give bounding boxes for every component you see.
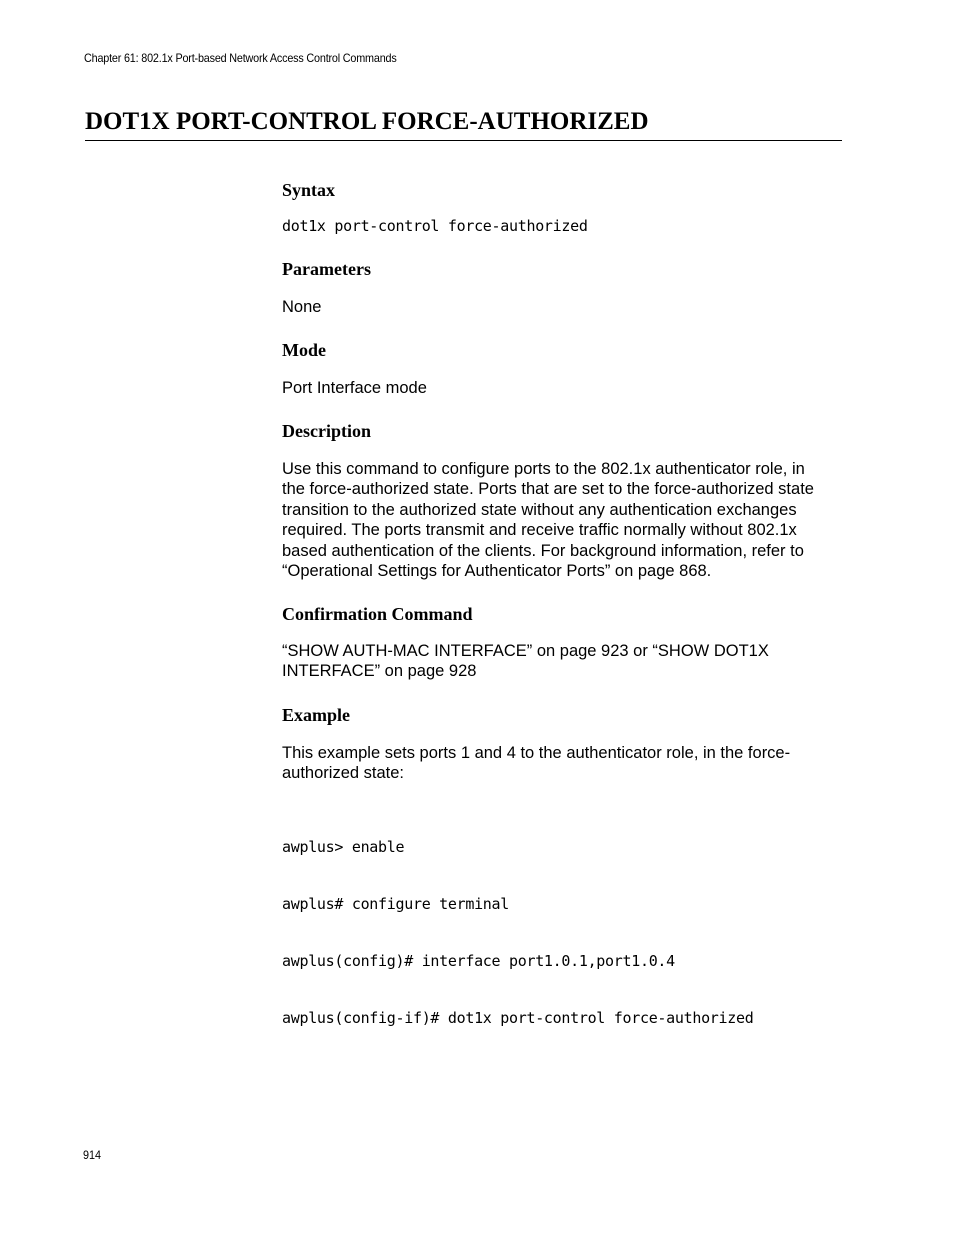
example-line: authorized state:	[282, 764, 404, 783]
confirmation-line: “SHOW AUTH-MAC INTERFACE” on page 923 or “SHOW DOT1X	[282, 642, 769, 660]
description-heading: Description	[282, 421, 371, 441]
page-number: 914	[83, 1148, 102, 1162]
confirmation-heading: Confirmation Command	[282, 604, 473, 624]
title-rule	[85, 140, 842, 141]
description-line: “Operational Settings for Authenticator Ports” on page 868.	[282, 562, 712, 581]
parameters-heading: Parameters	[282, 259, 371, 279]
page-title: DOT1X PORT-CONTROL FORCE-AUTHORIZED	[85, 108, 649, 135]
description-line: the force-authorized state. Ports that are set to the force-authorized state	[282, 480, 814, 499]
code-line: awplus(config)# interface port1.0.1,port1.0.4	[282, 952, 675, 970]
example-code-block	[282, 800, 753, 1066]
syntax-command: dot1x port-control force-authorized	[282, 217, 588, 235]
description-paragraph	[282, 459, 842, 581]
description-line: required. The ports transmit and receive traffic normally without 802.1x	[282, 521, 797, 540]
description-line: transition to the authorized state without any authentication exchanges	[282, 500, 797, 519]
example-paragraph	[282, 743, 842, 784]
syntax-heading: Syntax	[282, 180, 336, 200]
code-line: awplus(config-if)# dot1x port-control force-authorized	[282, 1009, 754, 1027]
example-line: This example sets ports 1 and 4 to the authenticator role, in the force-	[282, 744, 791, 762]
mode-heading: Mode	[282, 340, 326, 360]
confirmation-line: INTERFACE” on page 928	[282, 662, 477, 681]
code-line: awplus# configure terminal	[282, 895, 510, 913]
code-line: awplus> enable	[282, 838, 405, 856]
running-header: Chapter 61: 802.1x Port-based Network Access Control Commands	[84, 51, 397, 65]
description-line: based authentication of the clients. For background information, refer to	[282, 541, 804, 560]
parameters-text: None	[282, 298, 322, 316]
example-heading: Example	[282, 705, 351, 725]
description-line: Use this command to configure ports to the 802.1x authenticator role, in	[282, 460, 805, 478]
mode-text: Port Interface mode	[282, 379, 427, 397]
confirmation-paragraph	[282, 641, 842, 682]
